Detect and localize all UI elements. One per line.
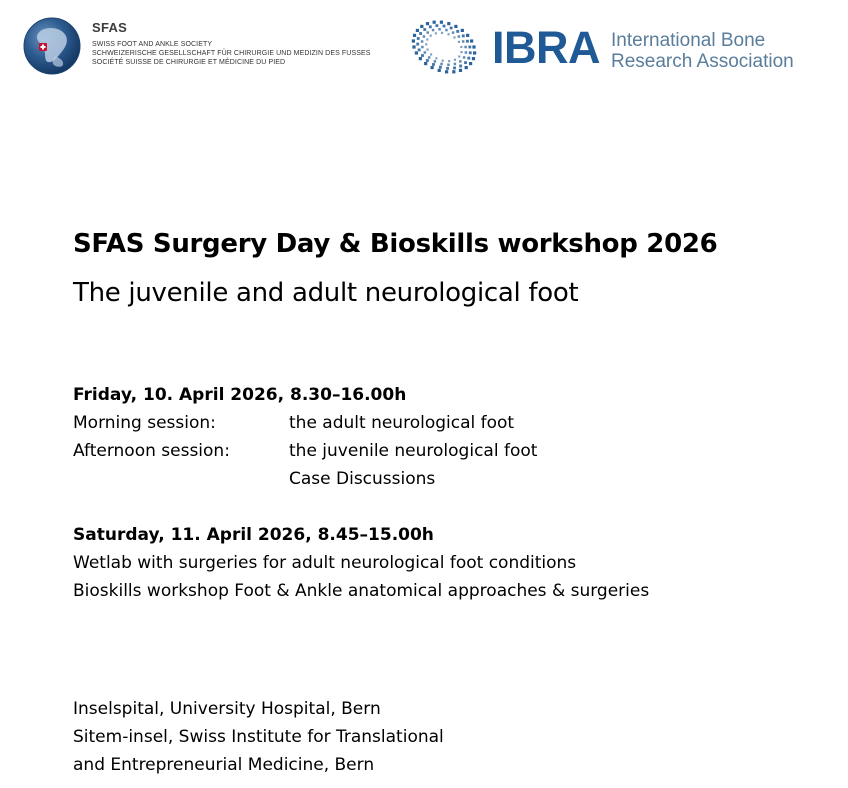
session-topic: Case Discussions — [289, 469, 436, 489]
saturday-line: Wetlab with surgeries for adult neurological foot conditions — [73, 553, 577, 573]
sfas-line-german: SCHWEIZERISCHE GESELLSCHAFT FÜR CHIRURGIE UND MEDIZIN DES FUSSES — [92, 50, 371, 57]
ibra-subtitle — [611, 30, 794, 72]
ibra-wordmark: IBRA — [492, 22, 600, 73]
page-header — [0, 0, 848, 90]
friday-schedule — [73, 381, 537, 493]
session-label — [73, 465, 289, 493]
session-topic: the juvenile neurological foot — [289, 441, 538, 461]
sfas-text-block — [92, 20, 402, 67]
session-row — [73, 437, 537, 465]
sfas-name: SFAS — [92, 20, 128, 35]
friday-heading: Friday, 10. April 2026, 8.30–16.00h — [73, 385, 407, 405]
document-subtitle: The juvenile and adult neurological foot — [73, 278, 579, 308]
session-topic: the adult neurological foot — [289, 413, 515, 433]
session-label: Morning session: — [73, 413, 216, 433]
ibra-dotted-logo — [410, 18, 478, 76]
sfas-line-english: SWISS FOOT AND ANKLE SOCIETY — [92, 41, 213, 48]
document-title: SFAS Surgery Day & Bioskills workshop 2026 — [73, 229, 718, 259]
location-block — [73, 695, 444, 779]
location-line: and Entrepreneurial Medicine, Bern — [73, 755, 375, 775]
ibra-subtitle-line2: Research Association — [611, 51, 794, 72]
saturday-heading: Saturday, 11. April 2026, 8.45–15.00h — [73, 525, 434, 545]
sfas-line-french: SOCIÉTÉ SUISSE DE CHIRURGIE ET MÉDICINE DU PIED — [92, 59, 286, 66]
saturday-schedule — [73, 521, 649, 605]
location-line: Sitem-insel, Swiss Institute for Translational — [73, 727, 444, 747]
saturday-line: Bioskills workshop Foot & Ankle anatomical approaches & surgeries — [73, 581, 650, 601]
sfas-globe-logo — [22, 16, 82, 76]
session-label: Afternoon session: — [73, 441, 230, 461]
session-row — [73, 465, 537, 493]
session-row — [73, 409, 537, 437]
ibra-subtitle-line1: International Bone — [611, 30, 766, 51]
location-line: Inselspital, University Hospital, Bern — [73, 699, 381, 719]
